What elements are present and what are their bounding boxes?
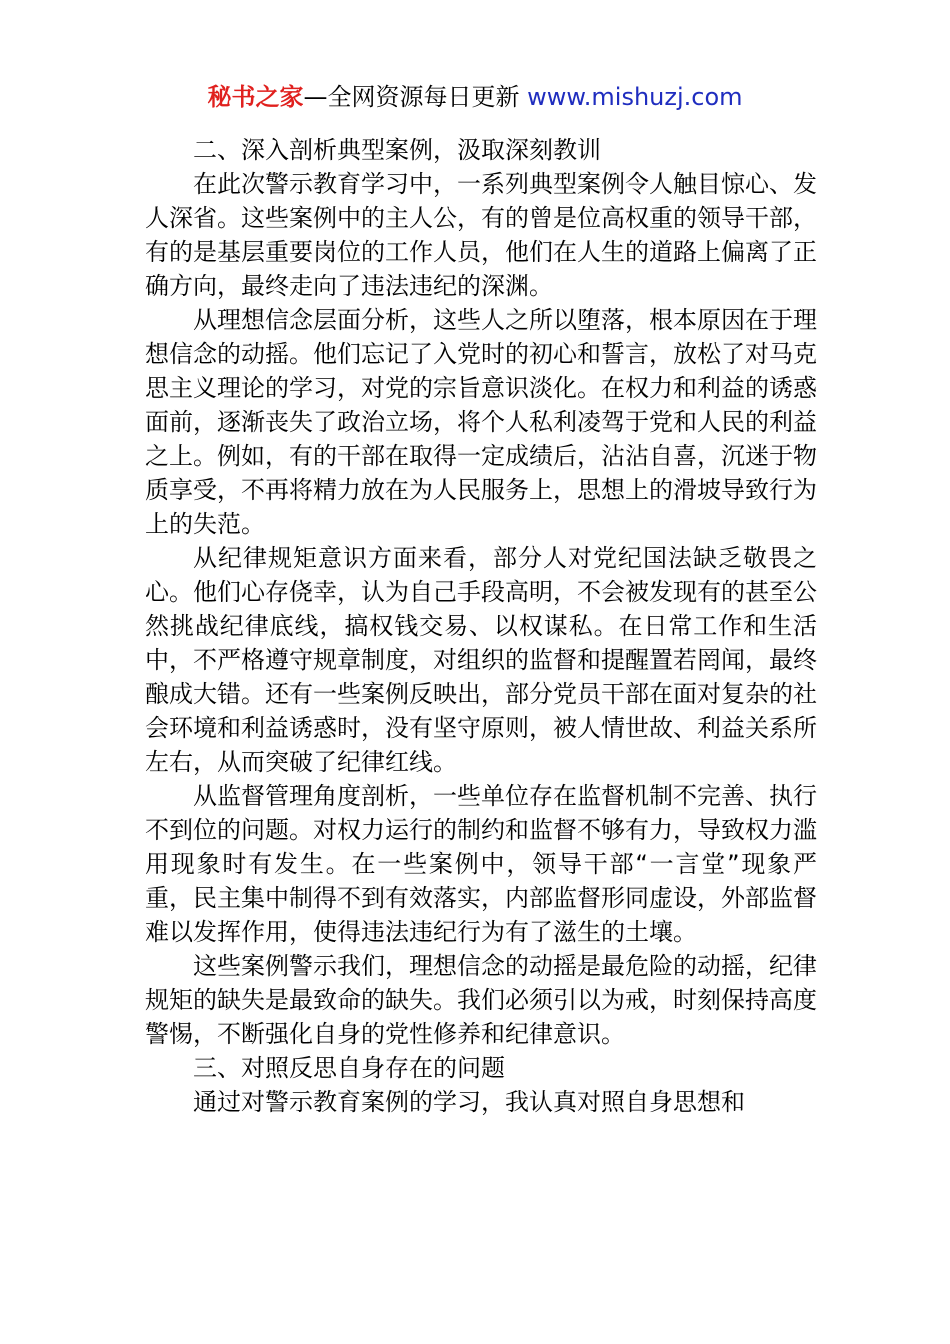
paragraph: 从监督管理角度剖析，一些单位存在监督机制不完善、执行不到位的问题。对权力运行的制约和监督不够有力，导致权力滥用现象时有发生。在一些案例中，领导干部“一言堂”现象严重，民主集中制得不到有效落实，内部监督形同虚设，外部监督难以发挥作用，使得违法违纪行为有了滋生的土壤。 (145, 782, 817, 946)
paragraph: 在此次警示教育学习中，一系列典型案例令人触目惊心、发人深省。这些案例中的主人公，有的曾是位高权重的领导干部，有的是基层重要岗位的工作人员，他们在人生的道路上偏离了正确方向，最终走向了违法违纪的深渊。 (145, 170, 817, 300)
section-heading: 二、深入剖析典型案例，汲取深刻教训 (193, 136, 601, 164)
paragraph: 从理想信念层面分析，这些人之所以堕落，根本原因在于理想信念的动摇。他们忘记了入党时的初心和誓言，放松了对马克思主义理论的学习，对党的宗旨意识淡化。在权力和利益的诱惑面前，逐渐丧失了政治立场，将个人私利凌驾于党和人民的利益之上。例如，有的干部在取得一定成绩后，沾沾自喜，沉迷于物质享受，不再将精力放在为人民服务上，思想上的滑坡导致行为上的失范。 (145, 306, 817, 538)
header-tagline: —全网资源每日更新 (303, 83, 528, 111)
paragraph: 这些案例警示我们，理想信念的动摇是最危险的动摇，纪律规矩的缺失是最致命的缺失。我们必须引以为戒，时刻保持高度警惕，不断强化自身的党性修养和纪律意识。 (145, 952, 817, 1048)
paragraph: 从纪律规矩意识方面来看，部分人对党纪国法缺乏敬畏之心。他们心存侥幸，认为自己手段高明，不会被发现有的甚至公然挑战纪律底线，搞权钱交易、以权谋私。在日常工作和生活中，不严格遵守规章制度，对组织的监督和提醒置若罔闻，最终酿成大错。还有一些案例反映出，部分党员干部在面对复杂的社会环境和利益诱惑时，没有坚守原则，被人情世故、利益关系所左右，从而突破了纪律红线。 (145, 544, 817, 776)
paragraph: 通过对警示教育案例的学习，我认真对照自身思想和 (193, 1088, 745, 1116)
document-body (145, 133, 817, 1119)
brand-name: 秘书之家 (207, 83, 304, 111)
section-heading: 三、对照反思自身存在的问题 (193, 1054, 505, 1082)
site-header (0, 80, 950, 114)
site-url-link[interactable]: www.mishuzj.com (527, 83, 743, 111)
